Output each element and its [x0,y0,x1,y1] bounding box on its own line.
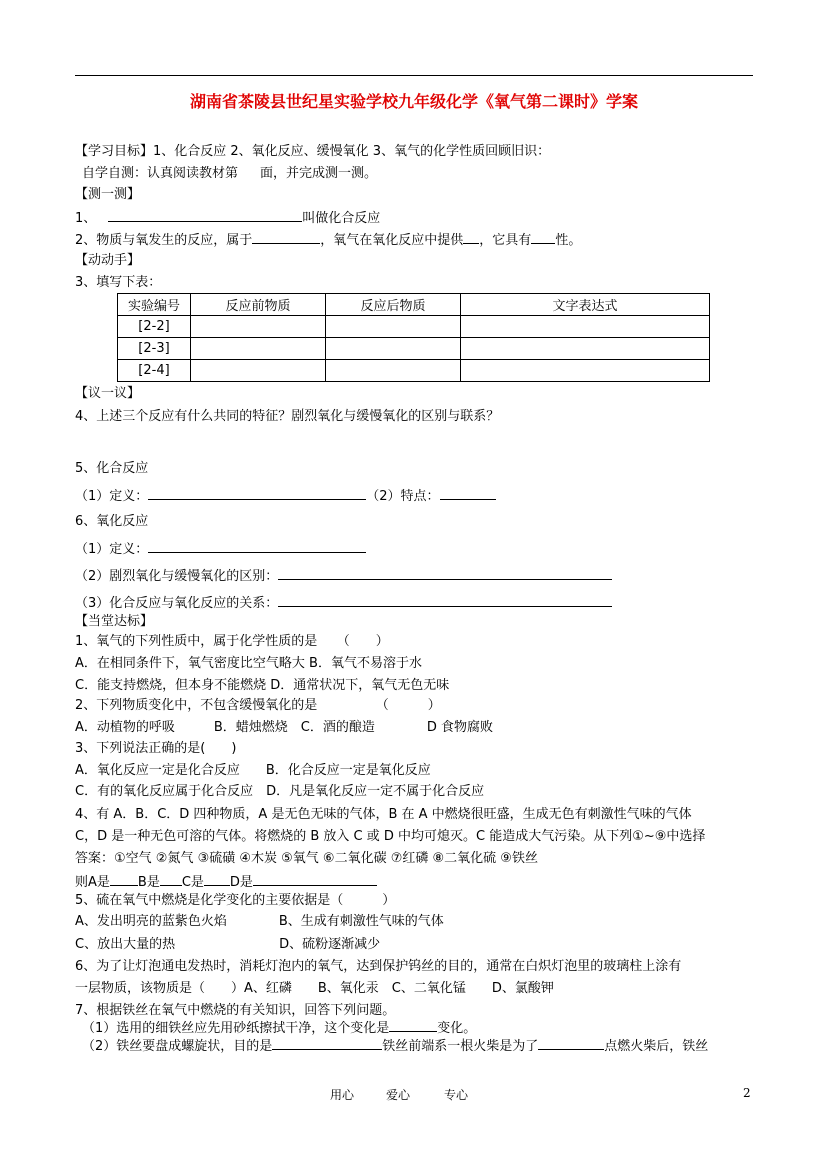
page-title: 湖南省茶陵县世纪星实验学校九年级化学《氧气第二课时》学案 [189,92,638,111]
practice-question-7: 7、根据铁丝在氧气中燃烧的有关知识，回答下列问题。 [75,1003,396,1018]
practice-question-1: 1、氧气的下列性质中，属于化学性质的是 （ ） [75,634,389,649]
self-study-line [82,165,377,183]
question-2-line [75,230,581,250]
learning-objectives: 【学习目标】1、化合反应 2、氧化反应、缓慢氧化 3、氧气的化学性质回顾旧识： [75,144,551,159]
table-cell[interactable] [191,316,326,338]
blank-answer[interactable] [272,1036,382,1050]
practice-option: C．有的氧化反应属于化合反应 D．凡是氧化反应一定不属于化合反应 [75,784,485,799]
table-cell[interactable] [191,338,326,360]
self-study-text-2: 面，并完成测一测。 [260,166,378,181]
blank-answer[interactable] [389,1018,437,1032]
blank-answer[interactable] [278,593,612,607]
practice-question-6: 6、为了让灯泡通电发热时，消耗灯泡内的氧气，达到保护钨丝的目的，通常在白炽灯泡里的玻璃柱上涂有 [75,959,682,974]
blank-answer[interactable] [148,486,366,500]
practice-option: C、放出大量的热 D、硫粉逐渐减少 [75,937,381,952]
section-discuss-heading: 【议一议】 [75,386,141,401]
practice-option: A、发出明亮的蓝紫色火焰 B、生成有刺激性气味的气体 [75,914,444,929]
blank-answer[interactable] [538,1036,604,1050]
answer-blanks-line [75,872,377,892]
question-3-line: 3、填写下表： [75,275,162,290]
answer-a-label: 则A是 [75,875,110,890]
question-2-text-b: ，氧气在氧化反应中提供 [320,233,464,248]
table-row [118,360,710,382]
blank-answer[interactable] [252,230,320,244]
definition-label: （1）定义： [75,489,149,504]
question-5-1-line [75,486,496,506]
question-2-text-c: ，它具有 [479,233,532,248]
section-hands-on-heading: 【动动手】 [75,253,141,268]
question-7-1-text: （1）选用的细铁丝应先用砂纸擦拭干净，这个变化是 [82,1021,390,1036]
section-test-heading: 【测一测】 [75,187,141,202]
answer-options: 答案：①空气 ②氮气 ③硫磺 ④木炭 ⑤氧气 ⑥二氧化碳 ⑦红磷 ⑧二氧化硫 ⑨铁丝 [75,851,538,866]
answer-b-label: B是 [137,875,160,890]
question-7-2-text-c: 点燃火柴后，铁丝 [604,1039,709,1054]
section-practice-heading: 【当堂达标】 [75,614,154,629]
header-cell: 实验编号 [118,294,191,316]
question-7-1-text-b: 变化。 [437,1021,477,1036]
table-cell[interactable] [326,338,461,360]
practice-question-6-cont: 一层物质，该物质是（ ）A、红磷 B、氧化汞 C、二氧化锰 D、氯酸钾 [75,981,554,996]
blank-answer[interactable] [204,872,230,886]
blank-answer[interactable] [148,539,366,553]
table-cell[interactable] [461,316,710,338]
table-header-row [118,294,710,316]
feature-label: （2）特点： [366,489,440,504]
table-cell: [2-2] [118,316,191,338]
blank-answer[interactable] [108,208,302,222]
question-5-heading: 5、化合反应 [75,461,149,476]
relation-label: （3）化合反应与氧化反应的关系： [75,596,279,611]
practice-option: C．能支持燃烧，但本身不能燃烧 D．通常状况下，氧气无色无味 [75,678,450,693]
experiment-table [117,293,710,382]
footer-text-c: 专心 [444,1088,469,1102]
definition-label: （1）定义： [75,542,149,557]
practice-question-4-cont: C，D 是一种无色可溶的气体。将燃烧的 B 放入 C 或 D 中均可熄灭。C 能造成大气污染。从下列①~⑨中选择 [75,829,706,844]
blank-answer[interactable] [253,872,377,886]
practice-question-7-1 [82,1018,476,1038]
question-2-text-d: 性。 [555,233,582,248]
table-cell[interactable] [461,338,710,360]
question-7-2-text: （2）铁丝要盘成螺旋状，目的是 [82,1039,273,1054]
question-7-2-text-b: 铁丝前端系一根火柴是为了 [382,1039,539,1054]
table-cell[interactable] [326,360,461,382]
question-1-text: 叫做化合反应 [302,211,381,226]
table-cell[interactable] [461,360,710,382]
header-cell: 文字表达式 [461,294,710,316]
practice-question-5: 5、硫在氧气中燃烧是化学变化的主要依据是（ ） [75,893,396,908]
practice-option: A．氧化反应一定是化合反应 B．化合反应一定是氧化反应 [75,763,431,778]
blank-answer[interactable] [531,230,555,244]
blank-answer[interactable] [110,872,138,886]
footer-text-a: 用心 [330,1088,355,1102]
table-cell[interactable] [326,316,461,338]
answer-c-label: C是 [181,875,204,890]
blank-answer[interactable] [440,486,496,500]
practice-question-7-2 [82,1036,708,1056]
practice-question-2: 2、下列物质变化中，不包含缓慢氧化的是 （ ） [75,698,441,713]
header-cell: 反应前物质 [191,294,326,316]
header-rule [75,75,753,76]
question-2-text-a: 2、物质与氧发生的反应，属于 [75,233,253,248]
question-1-line [75,208,380,228]
difference-label: （2）剧烈氧化与缓慢氧化的区别： [75,569,279,584]
question-6-heading: 6、氧化反应 [75,514,149,529]
question-6-2-line [75,566,612,586]
table-row [118,338,710,360]
practice-question-4: 4、有 A．B．C．D 四种物质，A 是无色无味的气体，B 在 A 中燃烧很旺盛，生成无色有刺激性气味的气体 [75,807,692,822]
question-6-3-line [75,593,612,613]
blank-answer[interactable] [278,566,612,580]
header-cell: 反应后物质 [326,294,461,316]
question-4-line: 4、上述三个反应有什么共同的特征？剧烈氧化与缓慢氧化的区别与联系？ [75,409,500,424]
table-cell[interactable] [191,360,326,382]
table-cell: [2-3] [118,338,191,360]
answer-d-label: D是 [229,875,253,890]
blank-answer[interactable] [463,230,479,244]
table-row [118,316,710,338]
practice-question-3: 3、下列说法正确的是( ) [75,741,237,756]
page-number: 2 [743,1086,751,1100]
question-6-1-line [75,539,366,559]
self-study-text: 自学自测：认真阅读教材第 [82,166,239,181]
footer-text-b: 爱心 [386,1088,411,1102]
table-cell: [2-4] [118,360,191,382]
question-1-number: 1、 [75,211,97,226]
practice-option: A．在相同条件下，氧气密度比空气略大 B．氧气不易溶于水 [75,656,422,671]
practice-option: A．动植物的呼吸 B．蜡烛燃烧 C．酒的酿造 D 食物腐败 [75,720,494,735]
blank-answer[interactable] [160,872,182,886]
